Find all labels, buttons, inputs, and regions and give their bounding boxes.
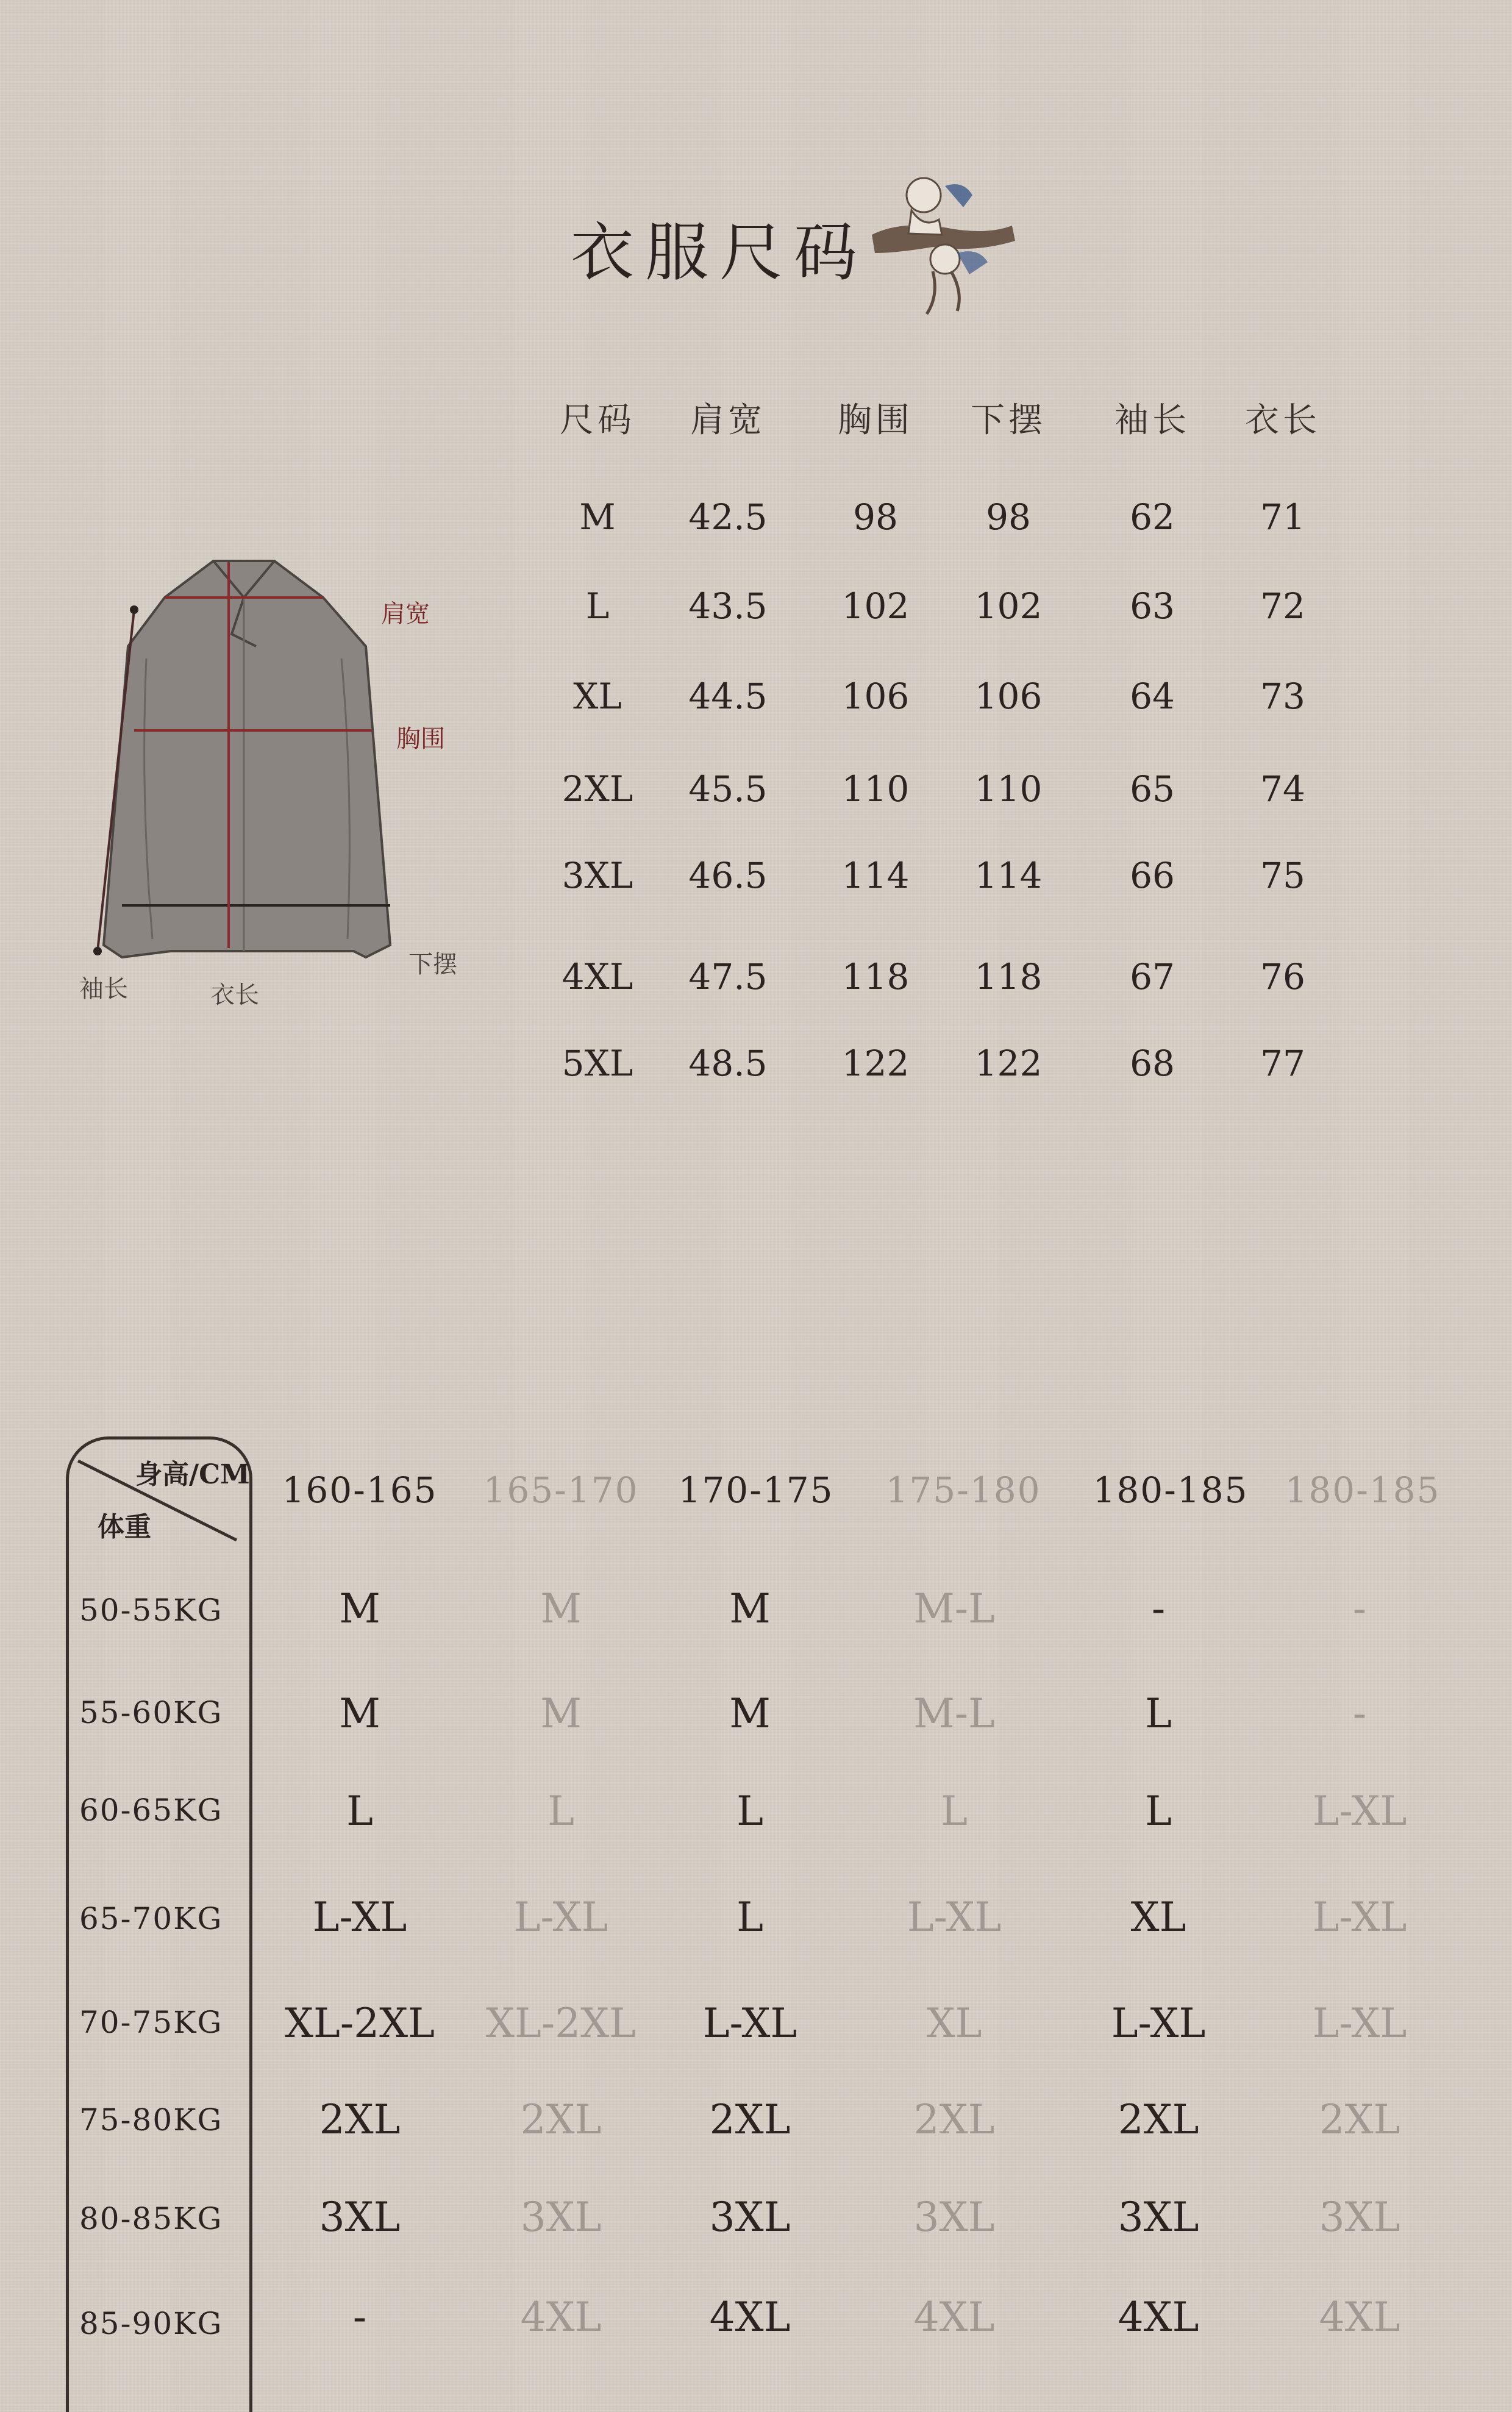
header-cell: 肩宽	[690, 401, 766, 440]
table-cell: 44.5	[688, 676, 768, 717]
size-cell: M	[729, 1585, 771, 1632]
size-cell: L	[1145, 1690, 1172, 1737]
table-cell: 98	[853, 496, 898, 538]
size-cell: L-XL	[1312, 2000, 1407, 2047]
table-cell: 73	[1260, 676, 1305, 717]
table-cell: 65	[1130, 768, 1175, 810]
table-cell: XL	[573, 676, 622, 717]
size-cell: M	[729, 1690, 771, 1737]
header-cell: 衣长	[1245, 401, 1321, 440]
table-cell: M	[579, 496, 616, 538]
size-cell: M	[339, 1585, 380, 1632]
size-cell: 2XL	[709, 2096, 791, 2143]
table-row	[530, 946, 1347, 1007]
size-cell: XL	[1130, 1894, 1186, 1941]
size-cell: L	[1145, 1788, 1172, 1835]
table-row	[530, 1033, 1347, 1094]
shirt-measurement-diagram	[73, 549, 488, 1012]
size-cell: 3XL	[1118, 2194, 1199, 2241]
size-cell: L-XL	[1111, 2000, 1206, 2047]
size-cell: 4XL	[709, 2294, 791, 2341]
height-header: 180-185	[1093, 1469, 1249, 1511]
weight-label: 55-60KG	[79, 1695, 223, 1730]
height-header: 160-165	[282, 1469, 438, 1511]
table-cell: 118	[974, 956, 1043, 997]
corner-label-weight: 体重	[98, 1511, 151, 1543]
size-cell: 4XL	[913, 2294, 995, 2341]
table-cell: 45.5	[688, 768, 768, 810]
table-row	[530, 845, 1347, 906]
weight-label: 85-90KG	[79, 2306, 223, 2341]
size-cell: M-L	[913, 1690, 995, 1737]
height-header: 170-175	[678, 1469, 834, 1511]
size-cell: 4XL	[520, 2294, 602, 2341]
table-cell: 66	[1130, 855, 1175, 896]
size-cell: XL	[926, 2000, 982, 2047]
size-cell: L-XL	[1312, 1788, 1407, 1835]
size-cell: L-XL	[513, 1894, 608, 1941]
table-cell: 122	[841, 1043, 910, 1084]
table-cell: 2XL	[562, 768, 633, 810]
table-row	[530, 487, 1347, 548]
table-cell: L	[585, 585, 610, 627]
size-cell: M	[339, 1690, 380, 1737]
table-cell: 74	[1260, 768, 1305, 810]
size-cell: L-XL	[702, 2000, 797, 2047]
size-cell: -	[352, 2294, 367, 2341]
table-cell: 71	[1260, 496, 1305, 538]
size-cell: 4XL	[1118, 2294, 1199, 2341]
size-cell: M	[540, 1690, 582, 1737]
size-cell: L-XL	[1312, 1894, 1407, 1941]
size-cell: -	[1352, 1585, 1367, 1632]
size-cell: 3XL	[913, 2194, 995, 2241]
table-cell: 42.5	[688, 496, 768, 538]
height-header: 180-185	[1285, 1469, 1441, 1511]
decorative-illustration-icon	[866, 162, 1024, 320]
table-cell: 106	[841, 676, 910, 717]
size-cell: 3XL	[709, 2194, 791, 2241]
header-cell: 尺码	[560, 401, 635, 440]
corner-label-height: 身高/CM	[135, 1459, 250, 1490]
table-row	[530, 666, 1347, 727]
header-cell: 胸围	[838, 401, 913, 440]
table-cell: 43.5	[688, 585, 768, 627]
table-cell: 114	[841, 855, 910, 896]
table-cell: 122	[974, 1043, 1043, 1084]
table-cell: 106	[974, 676, 1043, 717]
size-cell: 3XL	[1319, 2194, 1400, 2241]
table-cell: 3XL	[562, 855, 633, 896]
height-header: 165-170	[483, 1469, 639, 1511]
header-cell: 袖长	[1114, 401, 1190, 440]
size-cell: L	[547, 1788, 574, 1835]
table-row	[530, 758, 1347, 819]
size-cell: 3XL	[319, 2194, 401, 2241]
size-cell: L-XL	[312, 1894, 407, 1941]
diagram-label-chest: 胸围	[396, 725, 445, 753]
table-cell: 64	[1130, 676, 1175, 717]
header-cell: 下摆	[971, 401, 1046, 440]
size-cell: M-L	[913, 1585, 995, 1632]
height-header: 175-180	[885, 1469, 1041, 1511]
weight-label: 60-65KG	[79, 1793, 223, 1828]
size-cell: L	[346, 1788, 373, 1835]
table-cell: 110	[841, 768, 910, 810]
size-cell: L	[941, 1788, 968, 1835]
table-cell: 47.5	[688, 956, 768, 997]
diagram-label-hem: 下摆	[408, 951, 457, 979]
page-title: 衣服尺码	[570, 215, 868, 290]
size-cell: 2XL	[913, 2096, 995, 2143]
table-cell: 48.5	[688, 1043, 768, 1084]
table-cell: 75	[1260, 855, 1305, 896]
diagram-label-sleeve: 袖长	[79, 975, 128, 1003]
table-cell: 98	[986, 496, 1031, 538]
size-cell: -	[1151, 1585, 1166, 1632]
table-cell: 4XL	[562, 956, 633, 997]
size-cell: 2XL	[520, 2096, 602, 2143]
size-cell: 2XL	[1118, 2096, 1199, 2143]
table-cell: 72	[1260, 585, 1305, 627]
table-cell: 114	[974, 855, 1043, 896]
size-cell: XL-2XL	[486, 2000, 636, 2047]
table-cell: 5XL	[562, 1043, 633, 1084]
weight-label: 70-75KG	[79, 2005, 223, 2040]
table-cell: 102	[841, 585, 910, 627]
weight-label: 75-80KG	[79, 2102, 223, 2138]
table-cell: 76	[1260, 956, 1305, 997]
size-cell: M	[540, 1585, 582, 1632]
size-cell: 2XL	[319, 2096, 401, 2143]
size-cell: 2XL	[1319, 2096, 1400, 2143]
diagram-label-length: 衣长	[210, 981, 259, 1009]
table-cell: 67	[1130, 956, 1175, 997]
size-cell: L	[736, 1788, 763, 1835]
weight-label: 65-70KG	[79, 1901, 223, 1936]
weight-label: 80-85KG	[79, 2201, 223, 2236]
table-cell: 102	[974, 585, 1043, 627]
size-cell: L-XL	[907, 1894, 1002, 1941]
table-cell: 63	[1130, 585, 1175, 627]
size-cell: -	[1352, 1690, 1367, 1737]
table-cell: 110	[974, 768, 1043, 810]
size-table-header	[530, 390, 1347, 451]
size-cell: 4XL	[1319, 2294, 1400, 2341]
size-cell: L	[736, 1894, 763, 1941]
table-cell: 118	[841, 956, 910, 997]
table-cell: 62	[1130, 496, 1175, 538]
table-cell: 68	[1130, 1043, 1175, 1084]
table-cell: 46.5	[688, 855, 768, 896]
size-cell: XL-2XL	[285, 2000, 435, 2047]
table-cell: 77	[1260, 1043, 1305, 1084]
weight-label: 50-55KG	[79, 1593, 223, 1628]
table-row	[530, 576, 1347, 637]
diagram-label-shoulder: 肩宽	[381, 600, 430, 628]
size-cell: 3XL	[520, 2194, 602, 2241]
